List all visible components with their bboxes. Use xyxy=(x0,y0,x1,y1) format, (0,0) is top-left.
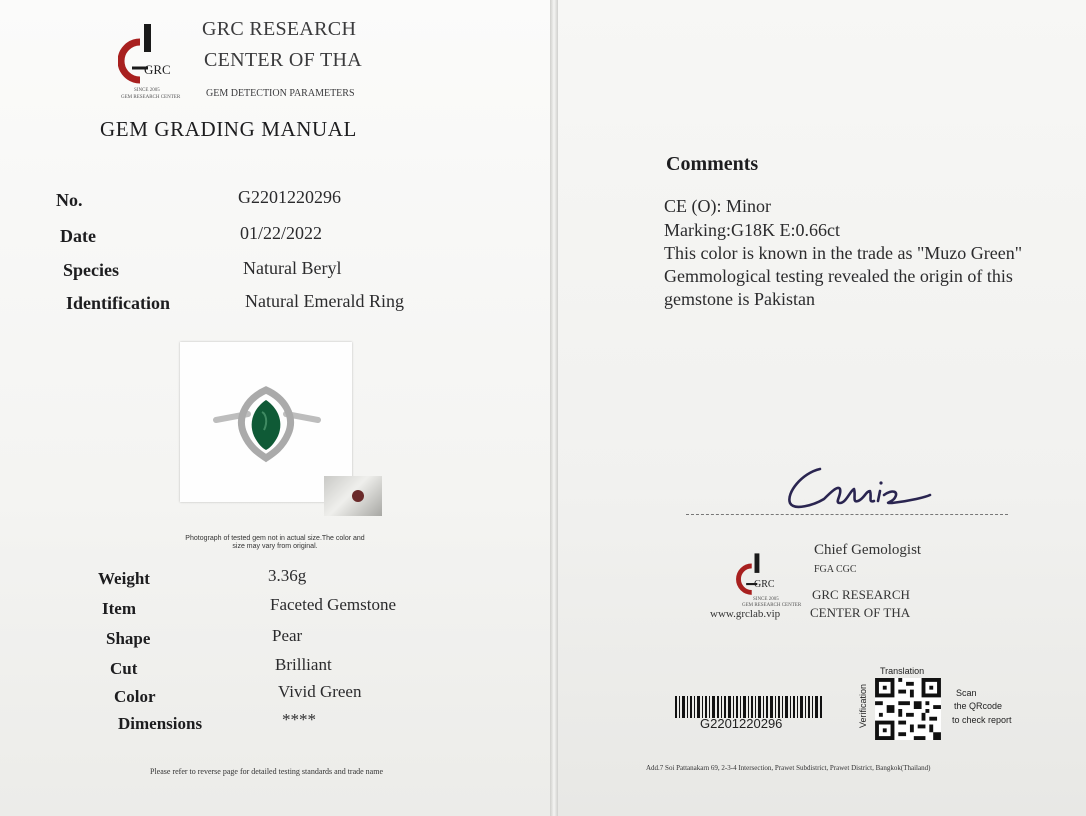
barcode-icon xyxy=(675,696,825,718)
comment-line-3: This color is known in the trade as "Muzo Green" xyxy=(664,243,1023,263)
comment-line-2: Marking:G18K E:0.66ct xyxy=(664,220,840,240)
scan-text-3: to check report xyxy=(952,715,1012,725)
field-value-date: 01/22/2022 xyxy=(240,223,323,243)
comments-title: Comments xyxy=(666,153,759,175)
org-line-2: CENTER OF THA xyxy=(810,605,911,620)
scan-text-1: Scan xyxy=(956,688,977,698)
address: Add.7 Soi Pattanakarn 69, 2-3-4 Intersection, Prawet Subdistrict, Prawet District, Bangkok(Thailand) xyxy=(646,764,931,772)
logo-since: SINCE 2005 xyxy=(134,88,160,93)
detail-value-item: Faceted Gemstone xyxy=(270,595,397,614)
field-label-species: Species xyxy=(63,260,119,280)
photo-caption-2: size may vary from original. xyxy=(232,543,318,550)
header-line-2: CENTER OF THA xyxy=(204,49,362,71)
detail-value-dimensions: **** xyxy=(282,710,316,729)
ring-detail-icon xyxy=(324,476,382,516)
detail-value-shape: Pear xyxy=(272,626,303,645)
photo-caption-1: Photograph of tested gem not in actual size.The color and xyxy=(185,535,365,542)
signature-line xyxy=(686,514,1008,515)
page-title: GEM GRADING MANUAL xyxy=(100,117,357,141)
website-link[interactable]: www.grclab.vip xyxy=(710,608,781,620)
field-label-identification: Identification xyxy=(66,293,171,313)
grc-logo-icon xyxy=(118,22,180,88)
detail-label-color: Color xyxy=(114,687,156,706)
detail-label-shape: Shape xyxy=(106,629,151,648)
header-line-3: GEM DETECTION PARAMETERS xyxy=(206,88,355,99)
comment-line-1: CE (O): Minor xyxy=(664,196,771,216)
header-line-1: GRC RESEARCH xyxy=(202,18,357,40)
field-label-date: Date xyxy=(60,226,96,246)
org-line-1: GRC RESEARCH xyxy=(812,587,910,602)
detail-label-cut: Cut xyxy=(110,659,138,678)
detail-label-dimensions: Dimensions xyxy=(118,714,203,733)
grc-logo-icon xyxy=(734,552,782,598)
detail-value-cut: Brilliant xyxy=(275,655,332,674)
logo-text: GRC xyxy=(144,62,171,77)
detail-label-weight: Weight xyxy=(98,569,150,588)
detail-value-weight: 3.36g xyxy=(268,566,307,585)
detail-label-item: Item xyxy=(102,599,136,618)
footnote: Please refer to reverse page for detailed testing standards and trade name xyxy=(150,767,384,776)
field-value-number: G2201220296 xyxy=(238,187,341,207)
comment-line-5: gemstone is Pakistan xyxy=(664,289,815,309)
comment-line-4: Gemmological testing revealed the origin of this xyxy=(664,266,1013,286)
qr-top-label: Translation xyxy=(880,666,925,676)
qr-code-icon[interactable] xyxy=(874,678,942,740)
qr-side-label: Verification xyxy=(858,683,868,728)
signature-icon xyxy=(780,455,940,515)
logo-since: SINCE 2005 xyxy=(753,597,779,602)
signer-title: Chief Gemologist xyxy=(814,542,922,558)
scan-text-2: the QRcode xyxy=(954,701,1003,711)
field-value-identification: Natural Emerald Ring xyxy=(245,291,404,311)
right-page xyxy=(558,0,1086,816)
signer-qualifications: FGA CGC xyxy=(814,564,857,575)
detail-value-color: Vivid Green xyxy=(278,682,362,701)
logo-subtitle: GEM RESEARCH CENTER xyxy=(121,95,181,100)
barcode xyxy=(675,696,825,718)
logo-subtitle: GEM RESEARCH CENTER xyxy=(742,603,802,608)
barcode-number: G2201220296 xyxy=(700,716,783,731)
field-value-species: Natural Beryl xyxy=(243,258,342,278)
gem-thumbnail xyxy=(324,476,382,516)
logo-text: GRC xyxy=(754,579,775,590)
field-label-number: No. xyxy=(56,190,83,210)
